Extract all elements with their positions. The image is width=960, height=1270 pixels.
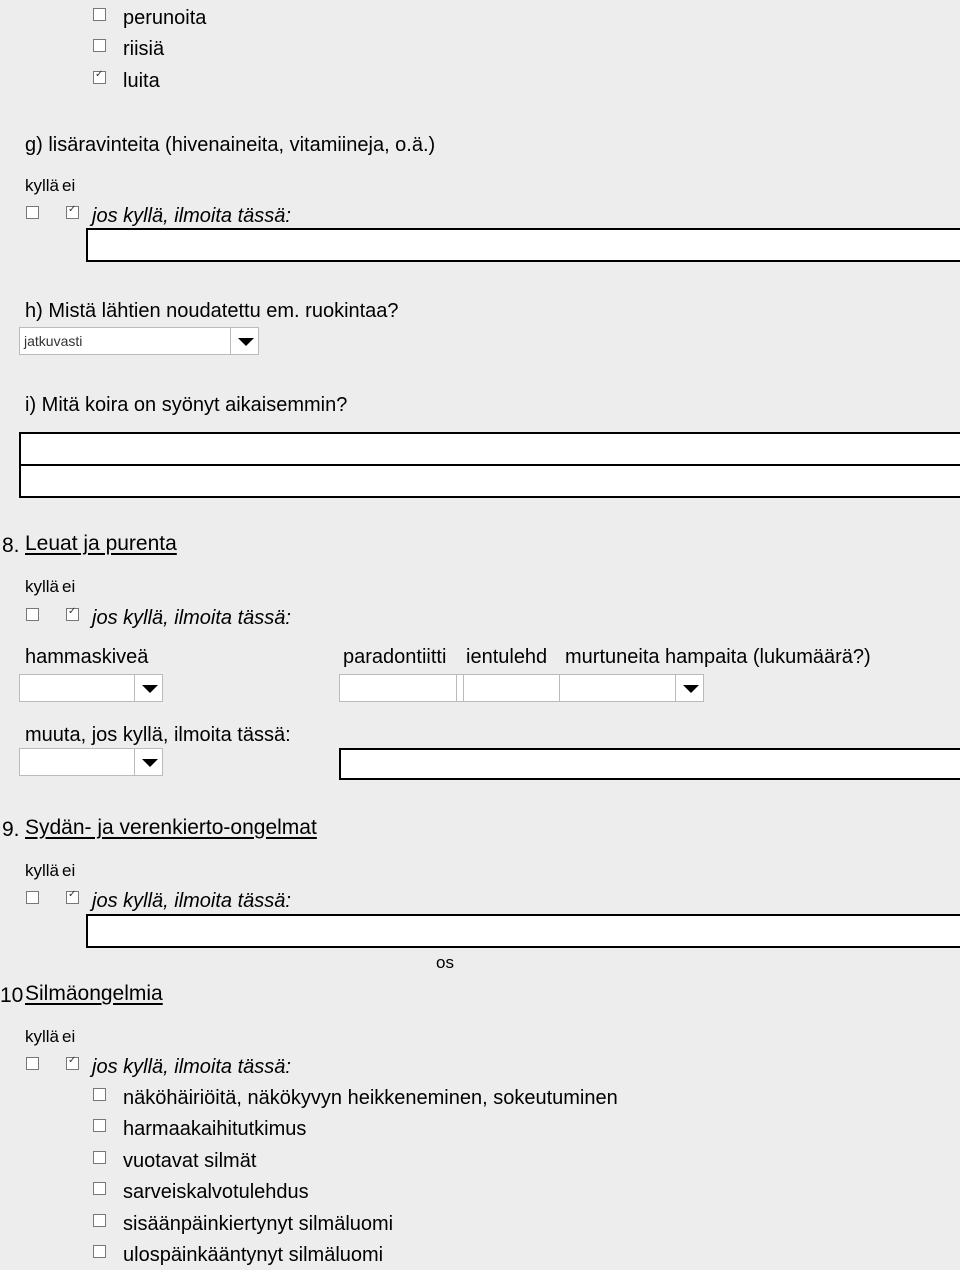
section-9-details-field[interactable] [86,914,960,948]
checkbox-nakohairioita[interactable] [93,1088,106,1101]
checkbox-10-yes[interactable] [26,1057,39,1070]
yes-label: kyllä [25,577,59,596]
section-10-prompt: jos kyllä, ilmoita tässä: [92,1056,291,1078]
h-since-select[interactable] [19,327,259,355]
checkbox-g-no[interactable] [66,206,79,219]
label-sarveiskalvo: sarveiskalvotulehdus [123,1181,309,1203]
section-8-prompt: jos kyllä, ilmoita tässä: [92,607,291,629]
label-paradontiitti: paradontiitti [343,646,447,668]
chevron-down-icon[interactable] [230,328,258,354]
no-label: ei [62,577,76,596]
label-sisaanpain: sisäänpäinkiertynyt silmäluomi [123,1213,394,1235]
ientulehdus-select[interactable] [456,674,564,702]
label-ientulehdus: ientulehd [466,646,548,668]
checkbox-harmaakaihi[interactable] [93,1119,106,1132]
chevron-down-icon[interactable] [675,675,703,701]
hammaskivea-select[interactable] [19,674,163,702]
label-perunoita: perunoita [123,7,207,29]
yes-label: kyllä [25,1027,59,1046]
checkbox-vuotavat[interactable] [93,1151,106,1164]
checkbox-8-yes[interactable] [26,608,39,621]
g-details-field[interactable] [86,228,960,262]
checkbox-perunoita[interactable] [93,8,106,21]
g-prompt: jos kyllä, ilmoita tässä: [92,205,291,227]
section-10-title: Silmäongelmia [25,982,163,1005]
checkbox-10-no[interactable] [66,1057,79,1070]
no-label: ei [62,861,76,880]
label-ulospain: ulospäinkääntynyt silmäluomi [123,1244,384,1266]
section-9-prompt: jos kyllä, ilmoita tässä: [92,890,291,912]
checkbox-sarveiskalvo[interactable] [93,1182,106,1195]
checkbox-g-yes[interactable] [26,206,39,219]
no-label: ei [62,1027,76,1046]
question-g-title: g) lisäravinteita (hivenaineita, vitamiineja, o.ä.) [25,134,436,156]
os-label: os [436,953,454,972]
label-nakohairioita: näköhäiriöitä, näkökyvyn heikkeneminen, sokeutuminen [123,1087,618,1109]
section-9-number: 9. [2,818,20,841]
label-hammaskivea: hammaskiveä [25,646,149,668]
section-9-title: Sydän- ja verenkierto-ongelmat [25,816,317,839]
chevron-down-icon[interactable] [134,749,162,775]
checkbox-luita[interactable] [93,71,106,84]
select-divider [463,675,464,701]
checkbox-9-no[interactable] [66,891,79,904]
section-10-number: 10 [0,984,24,1007]
no-label: ei [62,176,76,195]
checkbox-riisia[interactable] [93,39,106,52]
yes-label: kyllä [25,861,59,880]
i-previous-food-field[interactable] [19,432,960,498]
label-murtuneita: murtuneita hampaita (lukumäärä?) [565,646,871,668]
muuta-details-field[interactable] [339,748,960,780]
label-muuta: muuta, jos kyllä, ilmoita tässä: [25,724,291,746]
label-harmaakaihi: harmaakaihitutkimus [123,1118,307,1140]
question-i-title: i) Mitä koira on syönyt aikaisemmin? [25,394,348,416]
checkbox-9-yes[interactable] [26,891,39,904]
section-8-number: 8. [2,534,20,557]
yes-label: kyllä [25,176,59,195]
paradontiitti-select[interactable] [339,674,461,702]
muuta-select[interactable] [19,748,163,776]
checkbox-sisaanpain[interactable] [93,1214,106,1227]
section-8-title: Leuat ja purenta [25,532,177,555]
checkbox-8-no[interactable] [66,608,79,621]
murtuneita-select[interactable] [559,674,704,702]
h-since-value: jatkuvasti [24,333,83,349]
question-h-title: h) Mistä lähtien noudatettu em. ruokintaa? [25,300,399,322]
label-riisia: riisiä [123,38,165,60]
label-vuotavat: vuotavat silmät [123,1150,257,1172]
label-luita: luita [123,70,160,92]
chevron-down-icon[interactable] [134,675,162,701]
checkbox-ulospain[interactable] [93,1245,106,1258]
field-divider [21,464,960,466]
